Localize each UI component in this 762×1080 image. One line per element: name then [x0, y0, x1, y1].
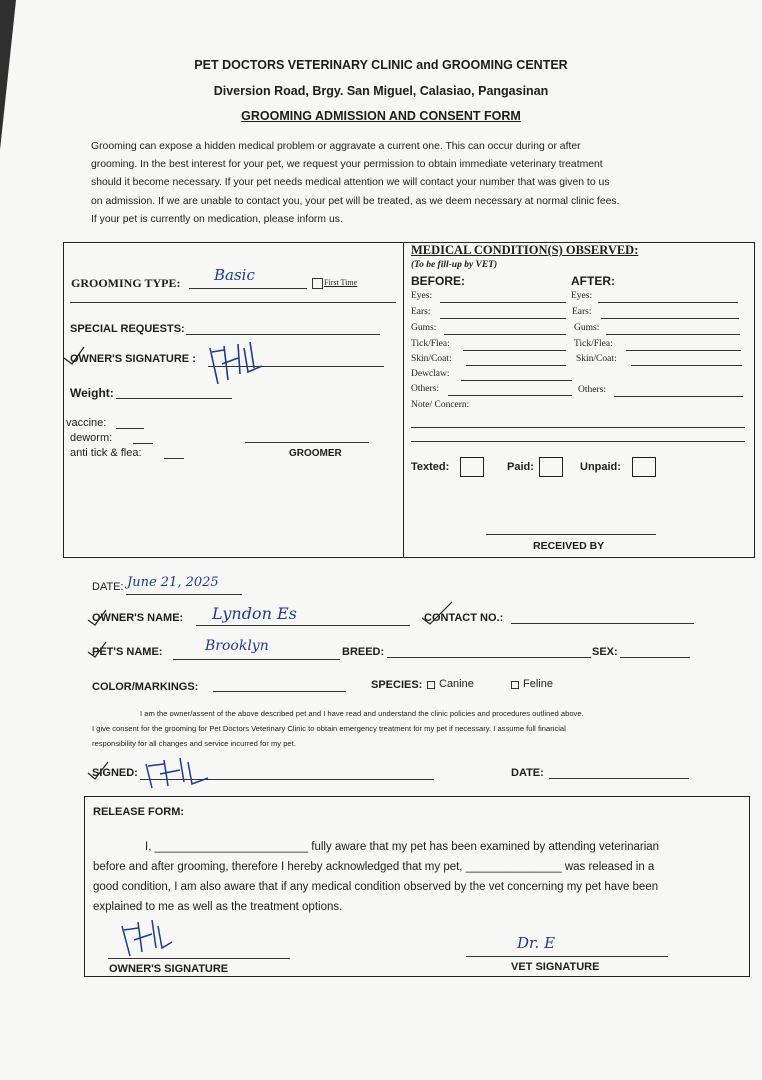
release-line: I, ________________________ fully aware that my pet has been examined by attending veterinarian — [145, 841, 660, 853]
date-value[interactable]: June 21, 2025 — [127, 575, 219, 590]
vaccine-label: vaccine: — [66, 417, 107, 429]
intro-line: should it become necessary. If your pet needs medical attention we will contact your number that was given to us — [91, 177, 610, 189]
intro-line: If your pet is currently on medication, please inform us. — [91, 213, 343, 225]
grooming-type-label: GROOMING TYPE: — [71, 276, 181, 290]
clinic-address: Diversion Road, Brgy. San Miguel, Calasiao, Pangasinan — [213, 84, 549, 98]
before-dewclaw: Dewclaw: — [411, 369, 450, 379]
owner-name-line — [196, 625, 410, 626]
before-skin-line — [466, 365, 566, 366]
grooming-type-line — [189, 288, 307, 289]
breed-line — [387, 657, 591, 658]
groomer-label: GROOMER — [289, 448, 342, 459]
paid-label: Paid: — [507, 461, 534, 473]
date-line — [126, 594, 242, 595]
species-label: SPECIES: — [371, 679, 423, 691]
owner-signature-label: OWNER'S SIGNATURE : — [70, 353, 196, 365]
checkmark-icon — [86, 640, 108, 660]
received-by-line — [486, 534, 656, 535]
unpaid-checkbox[interactable] — [632, 457, 656, 477]
after-others-line — [614, 396, 743, 397]
first-time-checkbox[interactable] — [312, 278, 323, 289]
sex-label: SEX: — [592, 646, 618, 658]
checkmark-icon — [86, 760, 110, 782]
before-others-line — [448, 395, 572, 396]
after-ears: Ears: — [572, 307, 592, 317]
color-markings-line — [213, 691, 346, 692]
consent-line: I give consent for the grooming for Pet Doctors Veterinary Clinic to obtain emergency treatment for my pet if necessary. I assume full financial — [92, 724, 566, 733]
breed-label: BREED: — [342, 646, 385, 658]
contact-line — [511, 623, 694, 624]
consent-line: responsibility for all changes and service incurred for my pet. — [92, 739, 296, 748]
contact-label: CONTACT NO.: — [424, 612, 504, 624]
pet-name-label: PET'S NAME: — [92, 646, 163, 658]
after-tick: Tick/Flea: — [574, 339, 613, 349]
release-text — [93, 837, 745, 917]
after-eyes: Eyes: — [571, 291, 593, 301]
color-markings-label: COLOR/MARKINGS: — [92, 681, 199, 693]
pet-name-value[interactable]: Brooklyn — [205, 638, 269, 654]
canine-label: Canine — [439, 678, 474, 690]
release-owner-scribble — [118, 918, 174, 960]
signed-label: SIGNED: — [92, 767, 138, 779]
before-label: BEFORE: — [411, 274, 465, 288]
before-skin: Skin/Coat: — [411, 354, 452, 364]
before-eyes: Eyes: — [411, 291, 433, 301]
signed-scribble — [142, 756, 212, 792]
after-gums-line — [606, 334, 740, 335]
before-ears: Ears: — [411, 307, 431, 317]
pet-name-line — [173, 659, 340, 660]
note-label: Note/ Concern: — [411, 400, 470, 410]
intro-line: grooming. In the best interest for your pet, we request your permission to obtain immediate veterinary treatment — [91, 159, 603, 171]
medical-title: MEDICAL CONDITION(S) OBSERVED: — [411, 243, 639, 257]
after-skin-line — [631, 365, 742, 366]
after-label: AFTER: — [571, 274, 615, 288]
unpaid-label: Unpaid: — [580, 461, 621, 473]
form-title: GROOMING ADMISSION AND CONSENT FORM — [241, 109, 521, 123]
owner-name-label: OWNER'S NAME: — [92, 612, 184, 624]
release-owner-signature-label: OWNER'S SIGNATURE — [109, 963, 229, 975]
after-ears-line — [601, 318, 739, 319]
anti-tick-line — [164, 458, 184, 459]
before-gums-line — [444, 334, 566, 335]
deworm-label: deworm: — [70, 432, 113, 444]
first-time-label: First Time — [324, 278, 358, 287]
vet-signature-line — [466, 956, 668, 957]
intro-line: on admission. If we are unable to contact you, your pet will be treated, as we deem necessary at normal clinic fees. — [91, 195, 620, 207]
intro-paragraph — [91, 138, 711, 229]
release-line: explained to me as well as the treatment options. — [93, 901, 343, 913]
grooming-extra-line — [70, 302, 396, 303]
special-requests-line — [186, 334, 380, 335]
before-ears-line — [440, 318, 566, 319]
special-requests-label: SPECIAL REQUESTS: — [70, 323, 185, 335]
consent-line: I am the owner/assent of the above described pet and I have read and understand the clinic policies and procedures outlined above. — [140, 709, 584, 718]
owner-signature-scribble — [204, 338, 266, 390]
owner-name-value[interactable]: Lyndon Es — [212, 604, 297, 623]
before-gums: Gums: — [411, 323, 437, 333]
after-skin: Skin/Coat: — [576, 354, 617, 364]
release-owner-signature-line — [108, 958, 290, 959]
before-eyes-line — [440, 302, 566, 303]
deworm-line — [133, 443, 153, 444]
texted-label: Texted: — [411, 461, 450, 473]
vaccine-line — [116, 428, 144, 429]
anti-tick-label: anti tick & flea: — [70, 447, 142, 459]
canine-checkbox[interactable] — [427, 681, 435, 689]
before-tick: Tick/Flea: — [411, 339, 450, 349]
checkmark-icon — [62, 344, 86, 368]
medical-subtitle: (To be fill-up by VET) — [411, 260, 498, 270]
before-tick-line — [463, 350, 566, 351]
grooming-type-value[interactable]: Basic — [214, 266, 255, 284]
weight-line — [116, 398, 232, 399]
intro-line: Grooming can expose a hidden medical problem or aggravate a current one. This can occur during or after — [91, 141, 581, 152]
groomer-line — [245, 442, 369, 443]
release-title: RELEASE FORM: — [93, 806, 185, 818]
signed-date-line — [549, 778, 689, 779]
before-dewclaw-line — [461, 380, 572, 381]
after-tick-line — [626, 350, 741, 351]
release-line: good condition, I am also aware that if any medical condition observed by the vet concerning my pet have been — [93, 881, 659, 893]
sex-line — [620, 657, 690, 658]
date-label: DATE: — [92, 581, 124, 593]
weight-label: Weight: — [70, 386, 114, 400]
vet-signature-value[interactable]: Dr. E — [517, 934, 556, 952]
checkmark-icon — [420, 600, 454, 626]
checkmark-icon — [86, 608, 108, 628]
panel-divider — [403, 242, 404, 558]
note-line-1 — [411, 427, 745, 428]
after-others: Others: — [578, 385, 606, 395]
after-gums: Gums: — [574, 323, 600, 333]
texted-checkbox[interactable] — [460, 457, 484, 477]
release-line: before and after grooming, therefore I hereby acknowledged that my pet, _______________ was released in a — [93, 861, 655, 873]
paid-checkbox[interactable] — [539, 457, 563, 477]
signed-date-label: DATE: — [511, 767, 544, 779]
feline-checkbox[interactable] — [511, 681, 519, 689]
received-by-label: RECEIVED BY — [533, 540, 605, 552]
scan-shadow-corner — [0, 0, 16, 150]
before-others: Others: — [411, 384, 439, 394]
note-line-2 — [411, 441, 745, 442]
feline-label: Feline — [523, 678, 553, 690]
clinic-name: PET DOCTORS VETERINARY CLINIC and GROOMING CENTER — [194, 58, 568, 72]
after-eyes-line — [598, 302, 738, 303]
vet-signature-label: VET SIGNATURE — [511, 961, 600, 973]
